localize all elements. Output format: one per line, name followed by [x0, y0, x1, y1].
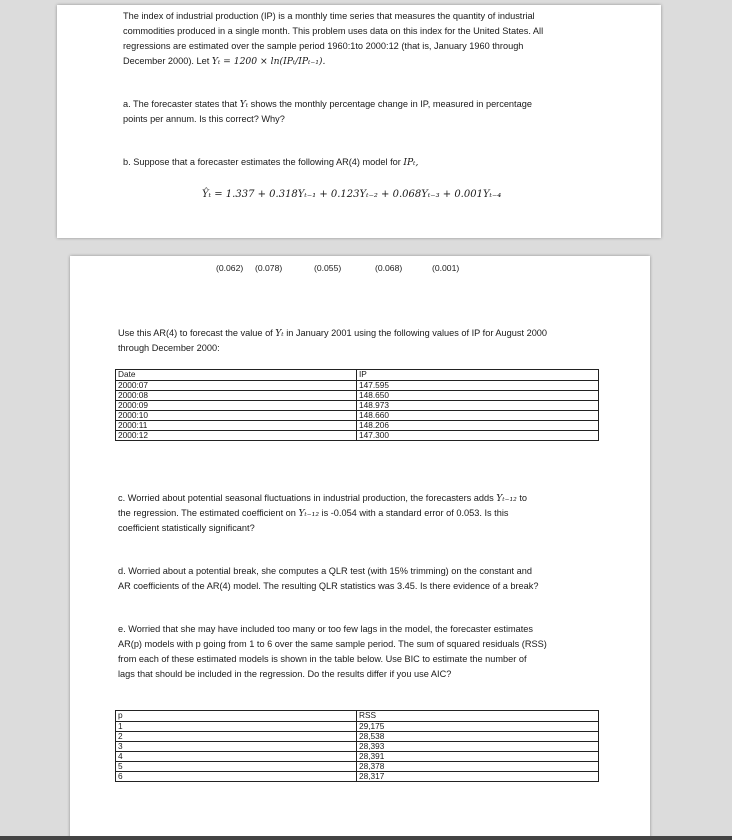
- part-e-line-2: AR(p) models with p going from 1 to 6 over the same sample period. The sum of squared residuals (RSS): [118, 639, 547, 649]
- table-row: [116, 722, 599, 732]
- part-b-line-1: [123, 155, 418, 170]
- rss-cell: 28,393: [357, 742, 599, 752]
- table-row: [116, 762, 599, 772]
- p-cell: 3: [116, 742, 357, 752]
- use-ar4-line-1: [118, 326, 547, 341]
- ip-date-cell: 2000:09: [116, 401, 357, 411]
- table-row: [116, 411, 599, 421]
- rss-table-header-rss: RSS: [357, 711, 599, 722]
- part-c-line-1: [118, 491, 527, 506]
- part-c-text-4: is -0.054 with a standard error of 0.053. Is this: [319, 508, 509, 518]
- use-ar4-line-2: through December 2000:: [118, 343, 220, 353]
- document-page-2: [70, 256, 650, 840]
- ip-date-cell: 2000:07: [116, 381, 357, 391]
- part-a-line-1: [123, 97, 532, 112]
- rss-cell: 28,538: [357, 732, 599, 742]
- ip-value-cell: 147.300: [357, 431, 599, 441]
- ip-value-cell: 148.650: [357, 391, 599, 401]
- part-e-line-3: from each of these estimated models is shown in the table below. Use BIC to estimate the number of: [118, 654, 527, 664]
- ip-values-table: [115, 369, 599, 441]
- ip-table-header-date: Date: [116, 370, 357, 381]
- p-cell: 5: [116, 762, 357, 772]
- part-a-line-2: points per annum. Is this correct? Why?: [123, 114, 285, 124]
- use-ar4-math: Yₜ: [275, 328, 284, 339]
- document-page-1: [57, 5, 661, 238]
- std-error: (0.055): [314, 263, 342, 273]
- use-ar4-text-1: Use this AR(4) to forecast the value of: [118, 328, 276, 338]
- intro-line-4: [123, 54, 325, 69]
- viewer-bottom-edge: [0, 836, 732, 840]
- intro-line-2: commodities produced in a single month. This problem uses data on this index for the United States. All: [123, 26, 544, 36]
- part-c-line-2: [118, 506, 508, 521]
- ip-date-cell: 2000:12: [116, 431, 357, 441]
- ip-date-cell: 2000:08: [116, 391, 357, 401]
- ip-table-header-ip: IP: [357, 370, 599, 381]
- ip-value-cell: 148.206: [357, 421, 599, 431]
- table-row: [116, 732, 599, 742]
- ip-value-cell: 147.595: [357, 381, 599, 391]
- rss-cell: 28,391: [357, 752, 599, 762]
- p-cell: 2: [116, 732, 357, 742]
- table-row: [116, 401, 599, 411]
- part-b-text: b. Suppose that a forecaster estimates the following AR(4) model for: [123, 157, 404, 167]
- ip-value-cell: 148.973: [357, 401, 599, 411]
- part-e-line-4: lags that should be included in the regression. Do the results differ if you use AIC?: [118, 669, 452, 679]
- p-cell: 6: [116, 772, 357, 782]
- table-row: [116, 381, 599, 391]
- table-row: [116, 752, 599, 762]
- part-a-math: Yₜ: [239, 99, 249, 110]
- rss-cell: 29,175: [357, 722, 599, 732]
- table-row: [116, 421, 599, 431]
- intro-line-1: The index of industrial production (IP) is a monthly time series that measures the quantity of industrial: [123, 11, 535, 21]
- part-c-text-2: to: [516, 493, 528, 503]
- use-ar4-text-2: in January 2001 using the following values of IP for August 2000: [283, 328, 548, 338]
- part-c-text-3: the regression. The estimated coefficient on: [118, 508, 299, 518]
- std-error: (0.062): [216, 263, 244, 273]
- ip-date-cell: 2000:11: [116, 421, 357, 431]
- p-cell: 1: [116, 722, 357, 732]
- std-error: (0.078): [255, 263, 283, 273]
- part-c-math-2: Yₜ₋₁₂: [298, 508, 319, 519]
- p-cell: 4: [116, 752, 357, 762]
- part-c-line-3: coefficient statistically significant?: [118, 523, 255, 533]
- part-d-line-1: d. Worried about a potential break, she computes a QLR test (with 15% trimming) on the constant and: [118, 566, 532, 576]
- rss-cell: 28,378: [357, 762, 599, 772]
- rss-cell: 28,317: [357, 772, 599, 782]
- ip-value-cell: 148.660: [357, 411, 599, 421]
- rss-table-header-p: p: [116, 711, 357, 722]
- part-a-text-2: shows the monthly percentage change in IP, measured in percentage: [248, 99, 532, 109]
- intro-definition-formula: Yₜ = 1200 × ln(IPₜ/IPₜ₋₁).: [211, 56, 326, 67]
- part-b-math: IPₜ,: [403, 157, 419, 168]
- part-d-line-2: AR coefficients of the AR(4) model. The resulting QLR statistics was 3.45. Is there evidence of a break?: [118, 581, 539, 591]
- ar4-equation: Ŷₜ = 1.337 + 0.318Yₜ₋₁ + 0.123Yₜ₋₂ + 0.068Yₜ₋₃ + 0.001Yₜ₋₄: [202, 189, 502, 200]
- table-row: [116, 742, 599, 752]
- std-error: (0.001): [432, 263, 460, 273]
- table-row: [116, 772, 599, 782]
- intro-line-4-text: December 2000). Let: [123, 56, 212, 66]
- part-c-text-1: c. Worried about potential seasonal fluctuations in industrial production, the forecasters adds: [118, 493, 497, 503]
- part-a-text-1: a. The forecaster states that: [123, 99, 240, 109]
- ip-date-cell: 2000:10: [116, 411, 357, 421]
- table-row: [116, 431, 599, 441]
- part-e-line-1: e. Worried that she may have included too many or too few lags in the model, the forecaster estimates: [118, 624, 534, 634]
- std-error: (0.068): [375, 263, 403, 273]
- part-c-math-1: Yₜ₋₁₂: [496, 493, 517, 504]
- table-row: [116, 391, 599, 401]
- rss-table: [115, 710, 599, 782]
- intro-line-3: regressions are estimated over the sample period 1960:1to 2000:12 (that is, January 1960 through: [123, 41, 524, 51]
